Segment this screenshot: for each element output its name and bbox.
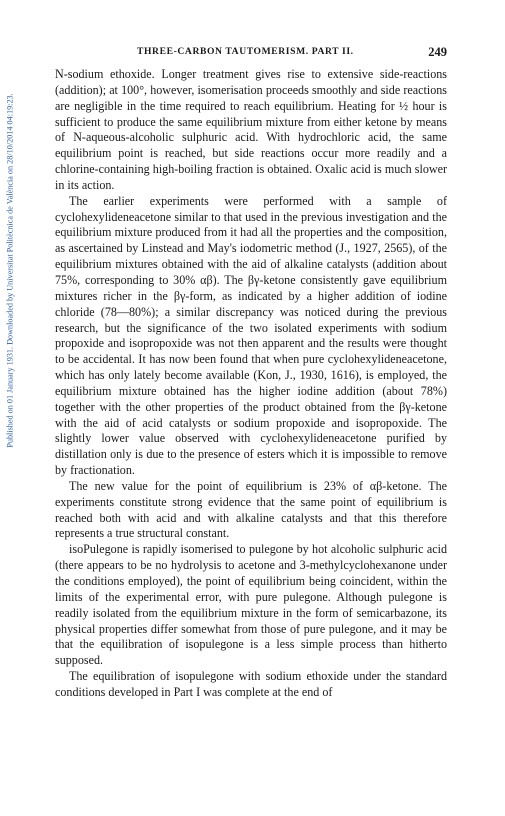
- paragraph: N-sodium ethoxide. Longer treatment gives rise to extensive side-reactions (addition); at 100°, however, isomerisation proceeds smoothly and side reactions are negligible in the time required to reach equilibrium. Heating for ½ hour is sufficient to produce the same equilibrium mixture from either ketone by means of N-aqueous-alcoholic sulphuric acid. With hydrochloric acid, the same equilibrium point is reached, but side reactions occur more readily and a chlorine-containing high-boiling fraction is obtained. Oxalic acid is much slower in its action.: [55, 67, 447, 192]
- paragraph: The new value for the point of equilibrium is 23% of αβ-ketone. The experiments constitute strong evidence that the same point of equilibrium is reached both with acid and with alkaline catalysts and that this therefore represents a true structural constant.: [55, 478, 447, 541]
- paragraph: isoPulegone is rapidly isomerised to pulegone by hot alcoholic sulphuric acid (there appears to be no hydrolysis to acetone and 3-methylcyclohexanone under the conditions employed), the point of equilibrium being coincident, within the limits of the experimental error, with pure pulegone. Although pulegone is readily isolated from the equilibrium mixture in the form of semicarbazone, its physical properties differ somewhat from those of pure pulegone, and it may be that the equilibration of isopulegone is a less simple process than hitherto supposed.: [55, 542, 447, 668]
- page-number: 249: [428, 45, 447, 59]
- paragraph: The equilibration of isopulegone with sodium ethoxide under the standard conditions developed in Part I was complete at the end of: [55, 669, 447, 699]
- paragraph: The earlier experiments were performed with a sample of cyclohexylideneacetone similar to that used in the previous investigation and the equilibrium mixture produced from it had all the properties and the composition, as ascertained by Linstead and May's iodometric method (J., 1927, 2565), of the equilibrium mixtures obtained with the aid of alkaline catalysts (addition about 75%, corresponding to 30% αβ). The βγ-ketone consistently gave equilibrium mixtures richer in the βγ-form, as indicated by a higher addition of iodine chloride (78—80%); a similar discrepancy was noticed during the previous research, but the significance of the two isolated experiments with sodium propoxide and isopropoxide was not then apparent and the results were thought to be accidental. It has now been found that when pure cyclohexylideneacetone, which has only lately become available (Kon, J., 1930, 1616), is employed, the equilibrium mixture obtained has the higher iodine addition (about 78%) together with the other properties of the product obtained from the βγ-ketone with the aid of acid catalysts or sodium propoxide and isopropoxide. The slightly lower value observed with cyclohexylideneacetone purified by distillation only is due to the presence of esters which it is impossible to remove by fractionation.: [55, 193, 447, 478]
- article-body: [55, 67, 447, 701]
- download-notice: [4, 30, 16, 510]
- running-title: THREE-CARBON TAUTOMERISM. PART II.: [137, 46, 354, 57]
- running-header: [55, 46, 447, 60]
- download-notice-text: Published on 01 January 1931. Downloaded by Universitat Politècnica de València on 28/10/2014 04:19:23.: [5, 92, 15, 448]
